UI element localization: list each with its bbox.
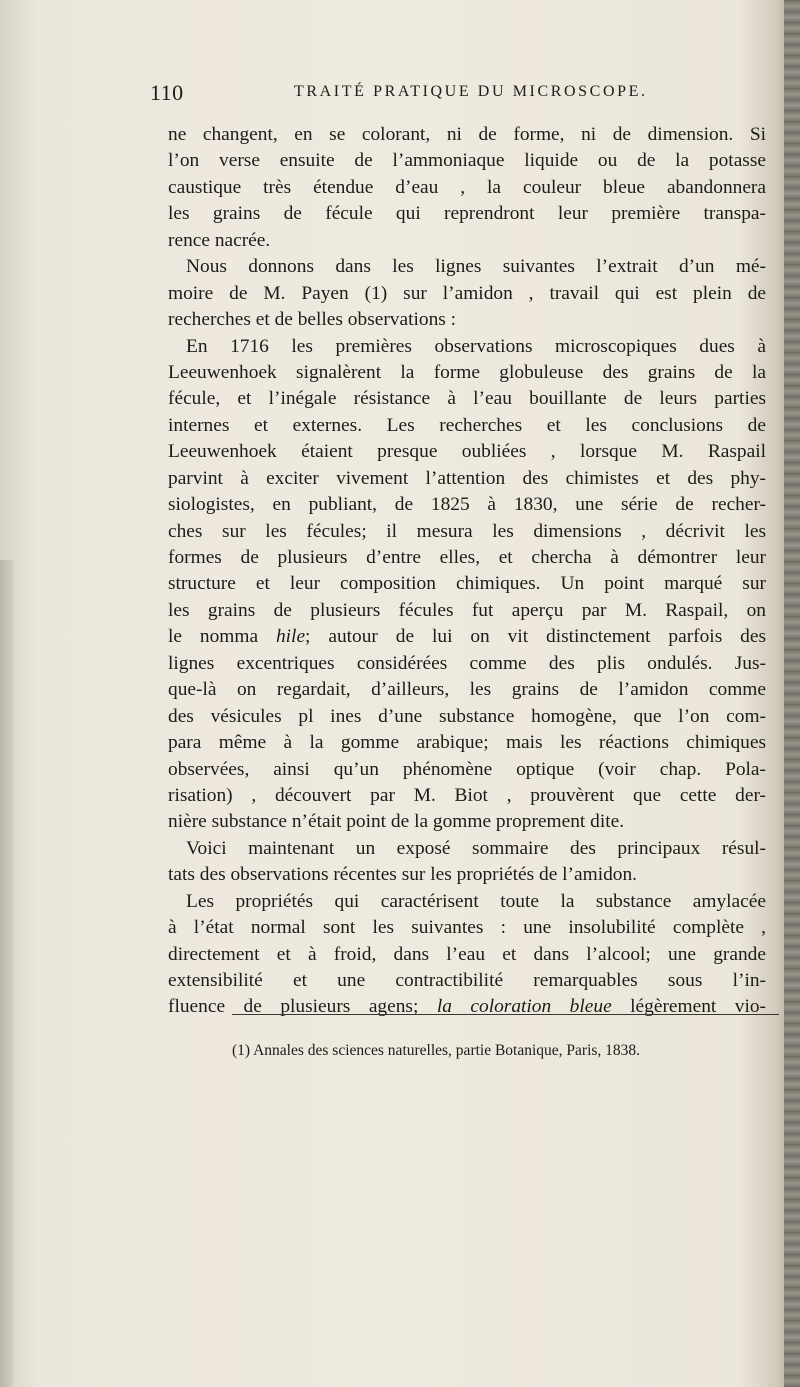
text-line: formes de plusieurs d’entre elles, et chercha à démontrer leur <box>168 547 766 568</box>
text-segment: légèrement vio- <box>611 996 766 1018</box>
page-gutter-shadow <box>0 560 14 1387</box>
text-line: structure et leur composition chimiques. Un point marqué sur <box>168 573 766 595</box>
text-line: internes et externes. Les recherches et les conclusions de <box>168 414 766 436</box>
page-edge-stack <box>784 0 800 1387</box>
text-line: à l’état normal sont les suivantes : une insolubilité complète , <box>168 917 766 939</box>
text-line: directement et à froid, dans l’eau et dans l’alcool; une grande <box>168 943 766 965</box>
text-line: fécule, et l’inégale résistance à l’eau bouillante de leurs parties <box>168 388 766 410</box>
footnote-divider <box>232 1014 779 1015</box>
running-header <box>150 80 790 110</box>
text-line: Leeuwenhoek signalèrent la forme globuleuse des grains de la <box>168 361 766 383</box>
text-line: risation) , découvert par M. Biot , prouvèrent que cette der- <box>168 784 766 806</box>
footnote: (1) Annales des sciences naturelles, partie Botanique, Paris, 1838. <box>232 1042 641 1059</box>
text-line: tats des observations récentes sur les propriétés de l’amidon. <box>168 864 638 886</box>
paragraph-start-line: Voici maintenant un exposé sommaire des principaux résul- <box>186 837 766 859</box>
page-number: 110 <box>150 80 184 105</box>
body-text <box>168 122 766 1021</box>
paragraph-start-line: En 1716 les premières observations microscopiques dues à <box>186 335 766 357</box>
text-line: observées, ainsi qu’un phénomène optique (voir chap. Pola- <box>168 758 766 780</box>
italic-term: la coloration bleue <box>436 996 612 1018</box>
text-segment: ; autour de lui on vit distinctement parfois des <box>305 626 766 648</box>
text-line: les grains de fécule qui reprendront leur première transpa- <box>168 203 766 225</box>
paragraph-start-line: Nous donnons dans les lignes suivantes l’extrait d’un mé- <box>186 256 766 278</box>
paragraph-start-line: Les propriétés qui caractérisent toute la substance amylacée <box>186 890 766 912</box>
text-line: Leeuwenhoek étaient presque oubliées , lorsque M. Raspail <box>168 441 766 463</box>
text-line: extensibilité et une contractibilité remarquables sous l’in- <box>168 970 766 991</box>
text-line: para même à la gomme arabique; mais les réactions chimiques <box>168 732 766 754</box>
text-line: siologistes, en publiant, de 1825 à 1830, une série de recher- <box>168 494 766 516</box>
text-line-with-italic <box>168 624 766 650</box>
text-line: moire de M. Payen (1) sur l’amidon , travail qui est plein de <box>168 282 766 304</box>
text-line: parvint à exciter vivement l’attention des chimistes et des phy- <box>168 467 766 489</box>
text-line: des vésicules pl ines d’une substance homogène, que l’on com- <box>168 705 766 727</box>
text-line: nière substance n’était point de la gomme proprement dite. <box>168 811 625 833</box>
text-line: ches sur les fécules; il mesura les dimensions , décrivit les <box>168 520 766 542</box>
text-segment: le nomma <box>168 626 276 648</box>
text-line: l’on verse ensuite de l’ammoniaque liquide ou de la potasse <box>168 150 766 172</box>
text-line: lignes excentriques considérées comme des plis ondulés. Jus- <box>168 652 766 674</box>
italic-term: hile <box>275 626 306 648</box>
text-line: que-là on regardait, d’ailleurs, les grains de l’amidon comme <box>168 679 766 701</box>
text-line: recherches et de belles observations : <box>168 309 457 331</box>
text-line: ne changent, en se colorant, ni de forme, ni de dimension. Si <box>168 124 766 145</box>
text-line: rence nacrée. <box>168 229 271 251</box>
running-title: TRAITÉ PRATIQUE DU MICROSCOPE. <box>294 83 648 100</box>
text-line-with-italic <box>168 994 766 1020</box>
text-line: caustique très étendue d’eau , la couleur bleue abandonnera <box>168 176 766 198</box>
text-line: les grains de plusieurs fécules fut aperçu par M. Raspail, on <box>168 599 766 621</box>
text-segment: fluence de plusieurs agens; <box>168 996 437 1018</box>
